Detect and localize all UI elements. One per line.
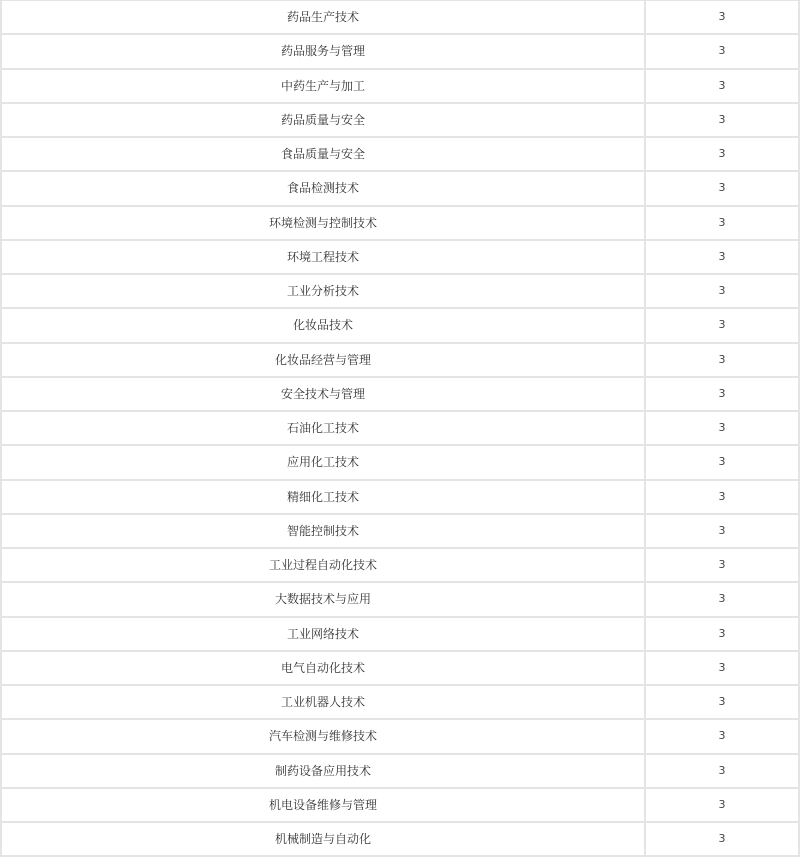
table-row: [1, 514, 799, 548]
duration-cell: 3: [645, 1, 799, 35]
major-name-cell: 工业机器人技术: [1, 685, 645, 719]
duration-cell: 3: [645, 719, 799, 753]
table-row: [1, 582, 799, 616]
duration-cell: 3: [645, 651, 799, 685]
duration-cell: 3: [645, 411, 799, 445]
duration-cell: 3: [645, 822, 799, 856]
duration-cell: 3: [645, 103, 799, 137]
major-name-cell: 环境工程技术: [1, 240, 645, 274]
duration-cell: 3: [645, 171, 799, 205]
table-row: [1, 308, 799, 342]
duration-cell: 3: [645, 617, 799, 651]
duration-cell: 3: [645, 343, 799, 377]
major-name-cell: 精细化工技术: [1, 480, 645, 514]
major-name-cell: 药品服务与管理: [1, 34, 645, 68]
duration-cell: 3: [645, 582, 799, 616]
duration-cell: 3: [645, 377, 799, 411]
table-row: [1, 480, 799, 514]
major-name-cell: 药品生产技术: [1, 1, 645, 35]
major-name-cell: 安全技术与管理: [1, 377, 645, 411]
duration-cell: 3: [645, 445, 799, 479]
duration-cell: 3: [645, 206, 799, 240]
table-row: [1, 377, 799, 411]
table-row: [1, 206, 799, 240]
table-row: [1, 685, 799, 719]
table-row: [1, 171, 799, 205]
table-row: [1, 651, 799, 685]
duration-cell: 3: [645, 685, 799, 719]
duration-cell: 3: [645, 69, 799, 103]
table-row: [1, 240, 799, 274]
table-row: [1, 411, 799, 445]
major-name-cell: 工业网络技术: [1, 617, 645, 651]
major-name-cell: 工业分析技术: [1, 274, 645, 308]
duration-cell: 3: [645, 308, 799, 342]
table-row: [1, 34, 799, 68]
duration-cell: 3: [645, 34, 799, 68]
table-row: [1, 788, 799, 822]
major-name-cell: 食品检测技术: [1, 171, 645, 205]
major-name-cell: 环境检测与控制技术: [1, 206, 645, 240]
major-name-cell: 应用化工技术: [1, 445, 645, 479]
duration-cell: 3: [645, 240, 799, 274]
table-row: [1, 1, 799, 35]
table-row: [1, 137, 799, 171]
major-name-cell: 大数据技术与应用: [1, 582, 645, 616]
table-row: [1, 69, 799, 103]
major-name-cell: 电气自动化技术: [1, 651, 645, 685]
major-name-cell: 食品质量与安全: [1, 137, 645, 171]
table-row: [1, 343, 799, 377]
major-name-cell: 工业过程自动化技术: [1, 548, 645, 582]
major-name-cell: 机械制造与自动化: [1, 822, 645, 856]
major-name-cell: 智能控制技术: [1, 514, 645, 548]
major-name-cell: 汽车检测与维修技术: [1, 719, 645, 753]
table-row: [1, 822, 799, 856]
table-row: [1, 103, 799, 137]
duration-cell: 3: [645, 274, 799, 308]
duration-cell: 3: [645, 137, 799, 171]
table-row: [1, 274, 799, 308]
major-name-cell: 机电设备维修与管理: [1, 788, 645, 822]
major-name-cell: 中药生产与加工: [1, 69, 645, 103]
table-body: [1, 1, 799, 857]
duration-cell: 3: [645, 480, 799, 514]
major-name-cell: 制药设备应用技术: [1, 754, 645, 788]
table-row: [1, 719, 799, 753]
table-row: [1, 754, 799, 788]
major-name-cell: 化妆品技术: [1, 308, 645, 342]
major-name-cell: 药品质量与安全: [1, 103, 645, 137]
major-name-cell: 化妆品经营与管理: [1, 343, 645, 377]
duration-cell: 3: [645, 788, 799, 822]
table-row: [1, 617, 799, 651]
table-row: [1, 445, 799, 479]
duration-cell: 3: [645, 548, 799, 582]
duration-cell: 3: [645, 754, 799, 788]
major-name-cell: 石油化工技术: [1, 411, 645, 445]
table-row: [1, 548, 799, 582]
duration-cell: 3: [645, 514, 799, 548]
